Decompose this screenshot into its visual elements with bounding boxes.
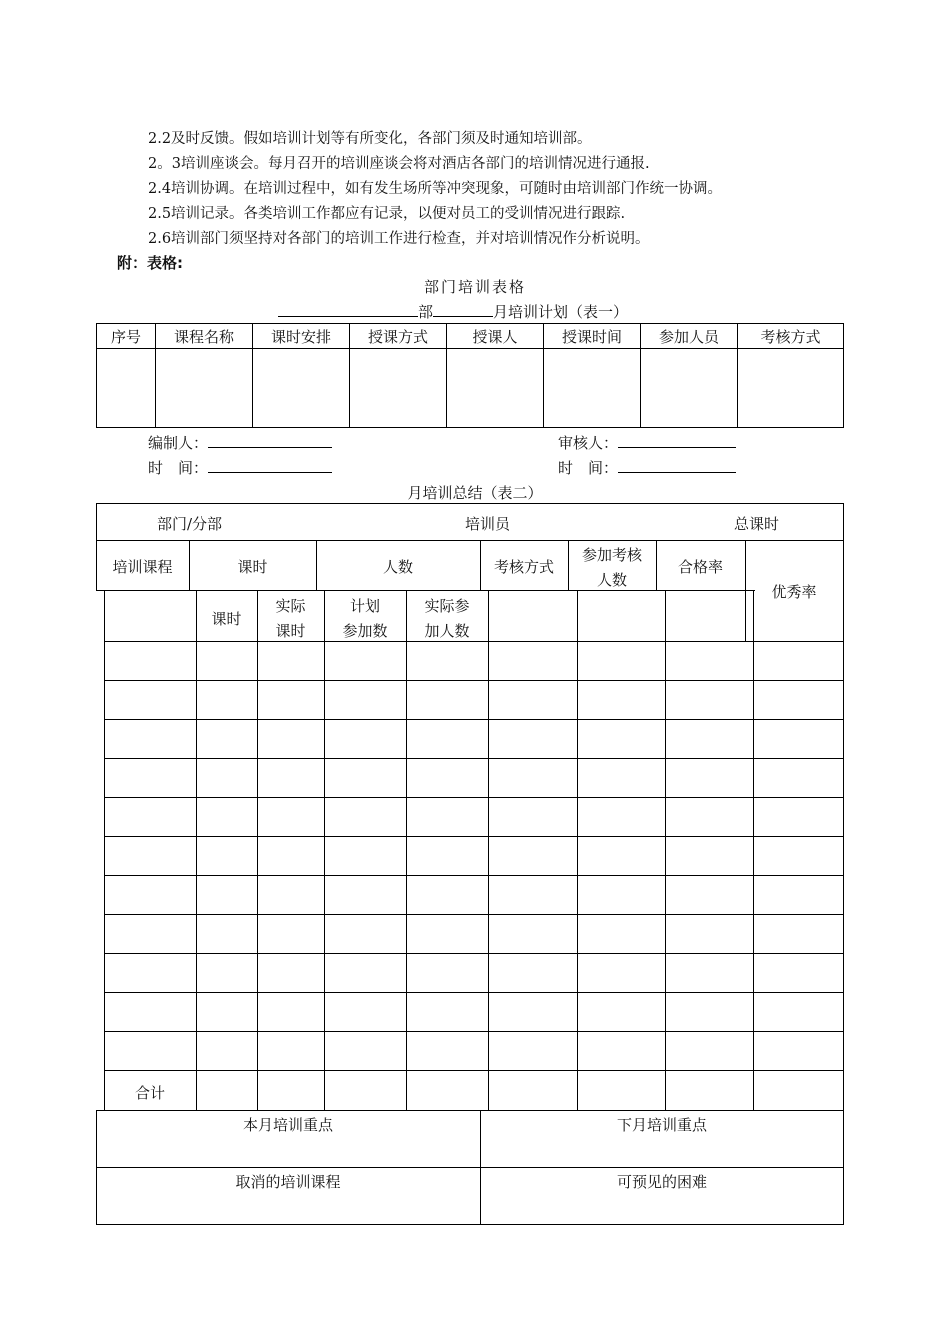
subtitle-dept: 部 bbox=[418, 303, 434, 321]
month-blank bbox=[433, 303, 493, 317]
time-blank-right bbox=[618, 459, 736, 473]
table1-title: 部门培训表格 bbox=[423, 278, 526, 296]
paragraph-2-2: 2.2及时反馈。假如培训计划等有所变化，各部门须及时通知培训部。 bbox=[148, 131, 592, 147]
grid-col-line bbox=[753, 591, 754, 1111]
row-line bbox=[104, 992, 844, 993]
header-teacher: 授课人 bbox=[447, 324, 544, 349]
exam-count-label-1: 参加考核 bbox=[581, 546, 642, 564]
subheader-hours: 课时 bbox=[211, 610, 242, 628]
header-seq: 序号 bbox=[97, 324, 156, 349]
preparer-field bbox=[148, 432, 332, 453]
header-method: 授课方式 bbox=[350, 324, 447, 349]
row-line bbox=[104, 836, 844, 837]
training-plan-table bbox=[96, 323, 844, 428]
this-month-focus: 本月培训重点 bbox=[242, 1116, 333, 1134]
header-hours: 课时安排 bbox=[253, 324, 350, 349]
hours-label: 课时 bbox=[237, 558, 268, 576]
grid-col-line bbox=[257, 591, 258, 1111]
attachment-heading: 附：表格: bbox=[117, 254, 183, 272]
headcount-label: 人数 bbox=[382, 558, 413, 576]
row-line bbox=[104, 797, 844, 798]
table1-subtitle bbox=[278, 301, 628, 322]
pass-rate-label: 合格率 bbox=[677, 558, 723, 576]
cancelled-courses: 取消的培训课程 bbox=[235, 1173, 341, 1191]
subheader-actual-hours-1: 实际 bbox=[275, 597, 306, 615]
table-cell bbox=[156, 349, 253, 428]
row-line bbox=[104, 680, 844, 681]
header-course: 课程名称 bbox=[156, 324, 253, 349]
dept-blank bbox=[278, 303, 418, 317]
paragraph-2-4: 2.4培训协调。在培训过程中，如有发生场所等冲突现象，可随时由培训部门作统一协调。 bbox=[148, 181, 723, 197]
subheader-planned-1: 计划 bbox=[349, 597, 380, 615]
next-month-focus: 下月培训重点 bbox=[616, 1116, 707, 1134]
table-cell bbox=[97, 349, 156, 428]
reviewer-label: 审核人： bbox=[558, 434, 619, 452]
table2-title: 月培训总结（表二） bbox=[407, 484, 543, 502]
row-line bbox=[104, 914, 844, 915]
table-row bbox=[97, 349, 844, 428]
grid-col-line bbox=[488, 591, 489, 1111]
row-line bbox=[104, 953, 844, 954]
paragraph-2-6: 2.6培训部门须坚持对各部门的培训工作进行检查，并对培训情况作分析说明。 bbox=[148, 231, 650, 247]
row-line bbox=[104, 758, 844, 759]
row-line bbox=[104, 719, 844, 720]
row-line bbox=[104, 1070, 844, 1071]
table-cell bbox=[253, 349, 350, 428]
subheader-actual-att-2: 加人数 bbox=[424, 622, 470, 640]
grid-col-line bbox=[577, 591, 578, 1111]
reviewer-blank bbox=[618, 434, 736, 448]
row-line bbox=[104, 641, 844, 642]
time-blank-left bbox=[208, 459, 332, 473]
grid-right-line bbox=[843, 641, 844, 1111]
assessment-label: 考核方式 bbox=[493, 558, 554, 576]
exam-count-label-2: 人数 bbox=[596, 571, 627, 589]
grid-col-line bbox=[665, 591, 666, 1111]
preparer-label: 编制人： bbox=[148, 434, 209, 452]
table-cell bbox=[544, 349, 641, 428]
subtitle-month: 月培训计划（表一） bbox=[493, 303, 629, 321]
foreseeable-difficulties: 可预见的困难 bbox=[616, 1173, 707, 1191]
row-line bbox=[104, 1031, 844, 1032]
grid-col-line bbox=[406, 591, 407, 1111]
time-label-left: 时 间： bbox=[148, 459, 209, 477]
table-cell bbox=[641, 349, 738, 428]
bottom-mid-line bbox=[96, 1167, 844, 1168]
right-border-upper bbox=[843, 541, 844, 641]
total-hours-label: 总课时 bbox=[734, 515, 780, 533]
table-cell bbox=[350, 349, 447, 428]
grid-col-line bbox=[324, 591, 325, 1111]
subheader-actual-hours-2: 课时 bbox=[275, 622, 306, 640]
table-cell bbox=[738, 349, 844, 428]
grid-left-line bbox=[104, 591, 105, 1111]
course-label: 培训课程 bbox=[112, 558, 173, 576]
dept-label: 部门/分部 bbox=[157, 515, 223, 533]
paragraph-2-3: 2。3培训座谈会。每月召开的培训座谈会将对酒店各部门的培训情况进行通报. bbox=[148, 156, 650, 172]
header-time: 授课时间 bbox=[544, 324, 641, 349]
time-field-left bbox=[148, 457, 332, 478]
trainer-label: 培训员 bbox=[465, 515, 511, 533]
row-line bbox=[104, 875, 844, 876]
header-attendees: 参加人员 bbox=[641, 324, 738, 349]
time-field-right bbox=[558, 457, 736, 478]
reviewer-field bbox=[558, 432, 736, 453]
grid-col-line bbox=[196, 591, 197, 1111]
preparer-blank bbox=[208, 434, 332, 448]
paragraph-2-5: 2.5培训记录。各类培训工作都应有记录，以便对员工的受训情况进行跟踪. bbox=[148, 206, 626, 222]
total-label: 合计 bbox=[134, 1084, 165, 1102]
header-assessment: 考核方式 bbox=[738, 324, 844, 349]
subheader-planned-2: 参加数 bbox=[342, 622, 388, 640]
time-label-right: 时 间： bbox=[558, 459, 619, 477]
table-cell bbox=[447, 349, 544, 428]
subheader-actual-att-1: 实际参 bbox=[424, 597, 470, 615]
excellence-rate-label: 优秀率 bbox=[771, 583, 817, 601]
